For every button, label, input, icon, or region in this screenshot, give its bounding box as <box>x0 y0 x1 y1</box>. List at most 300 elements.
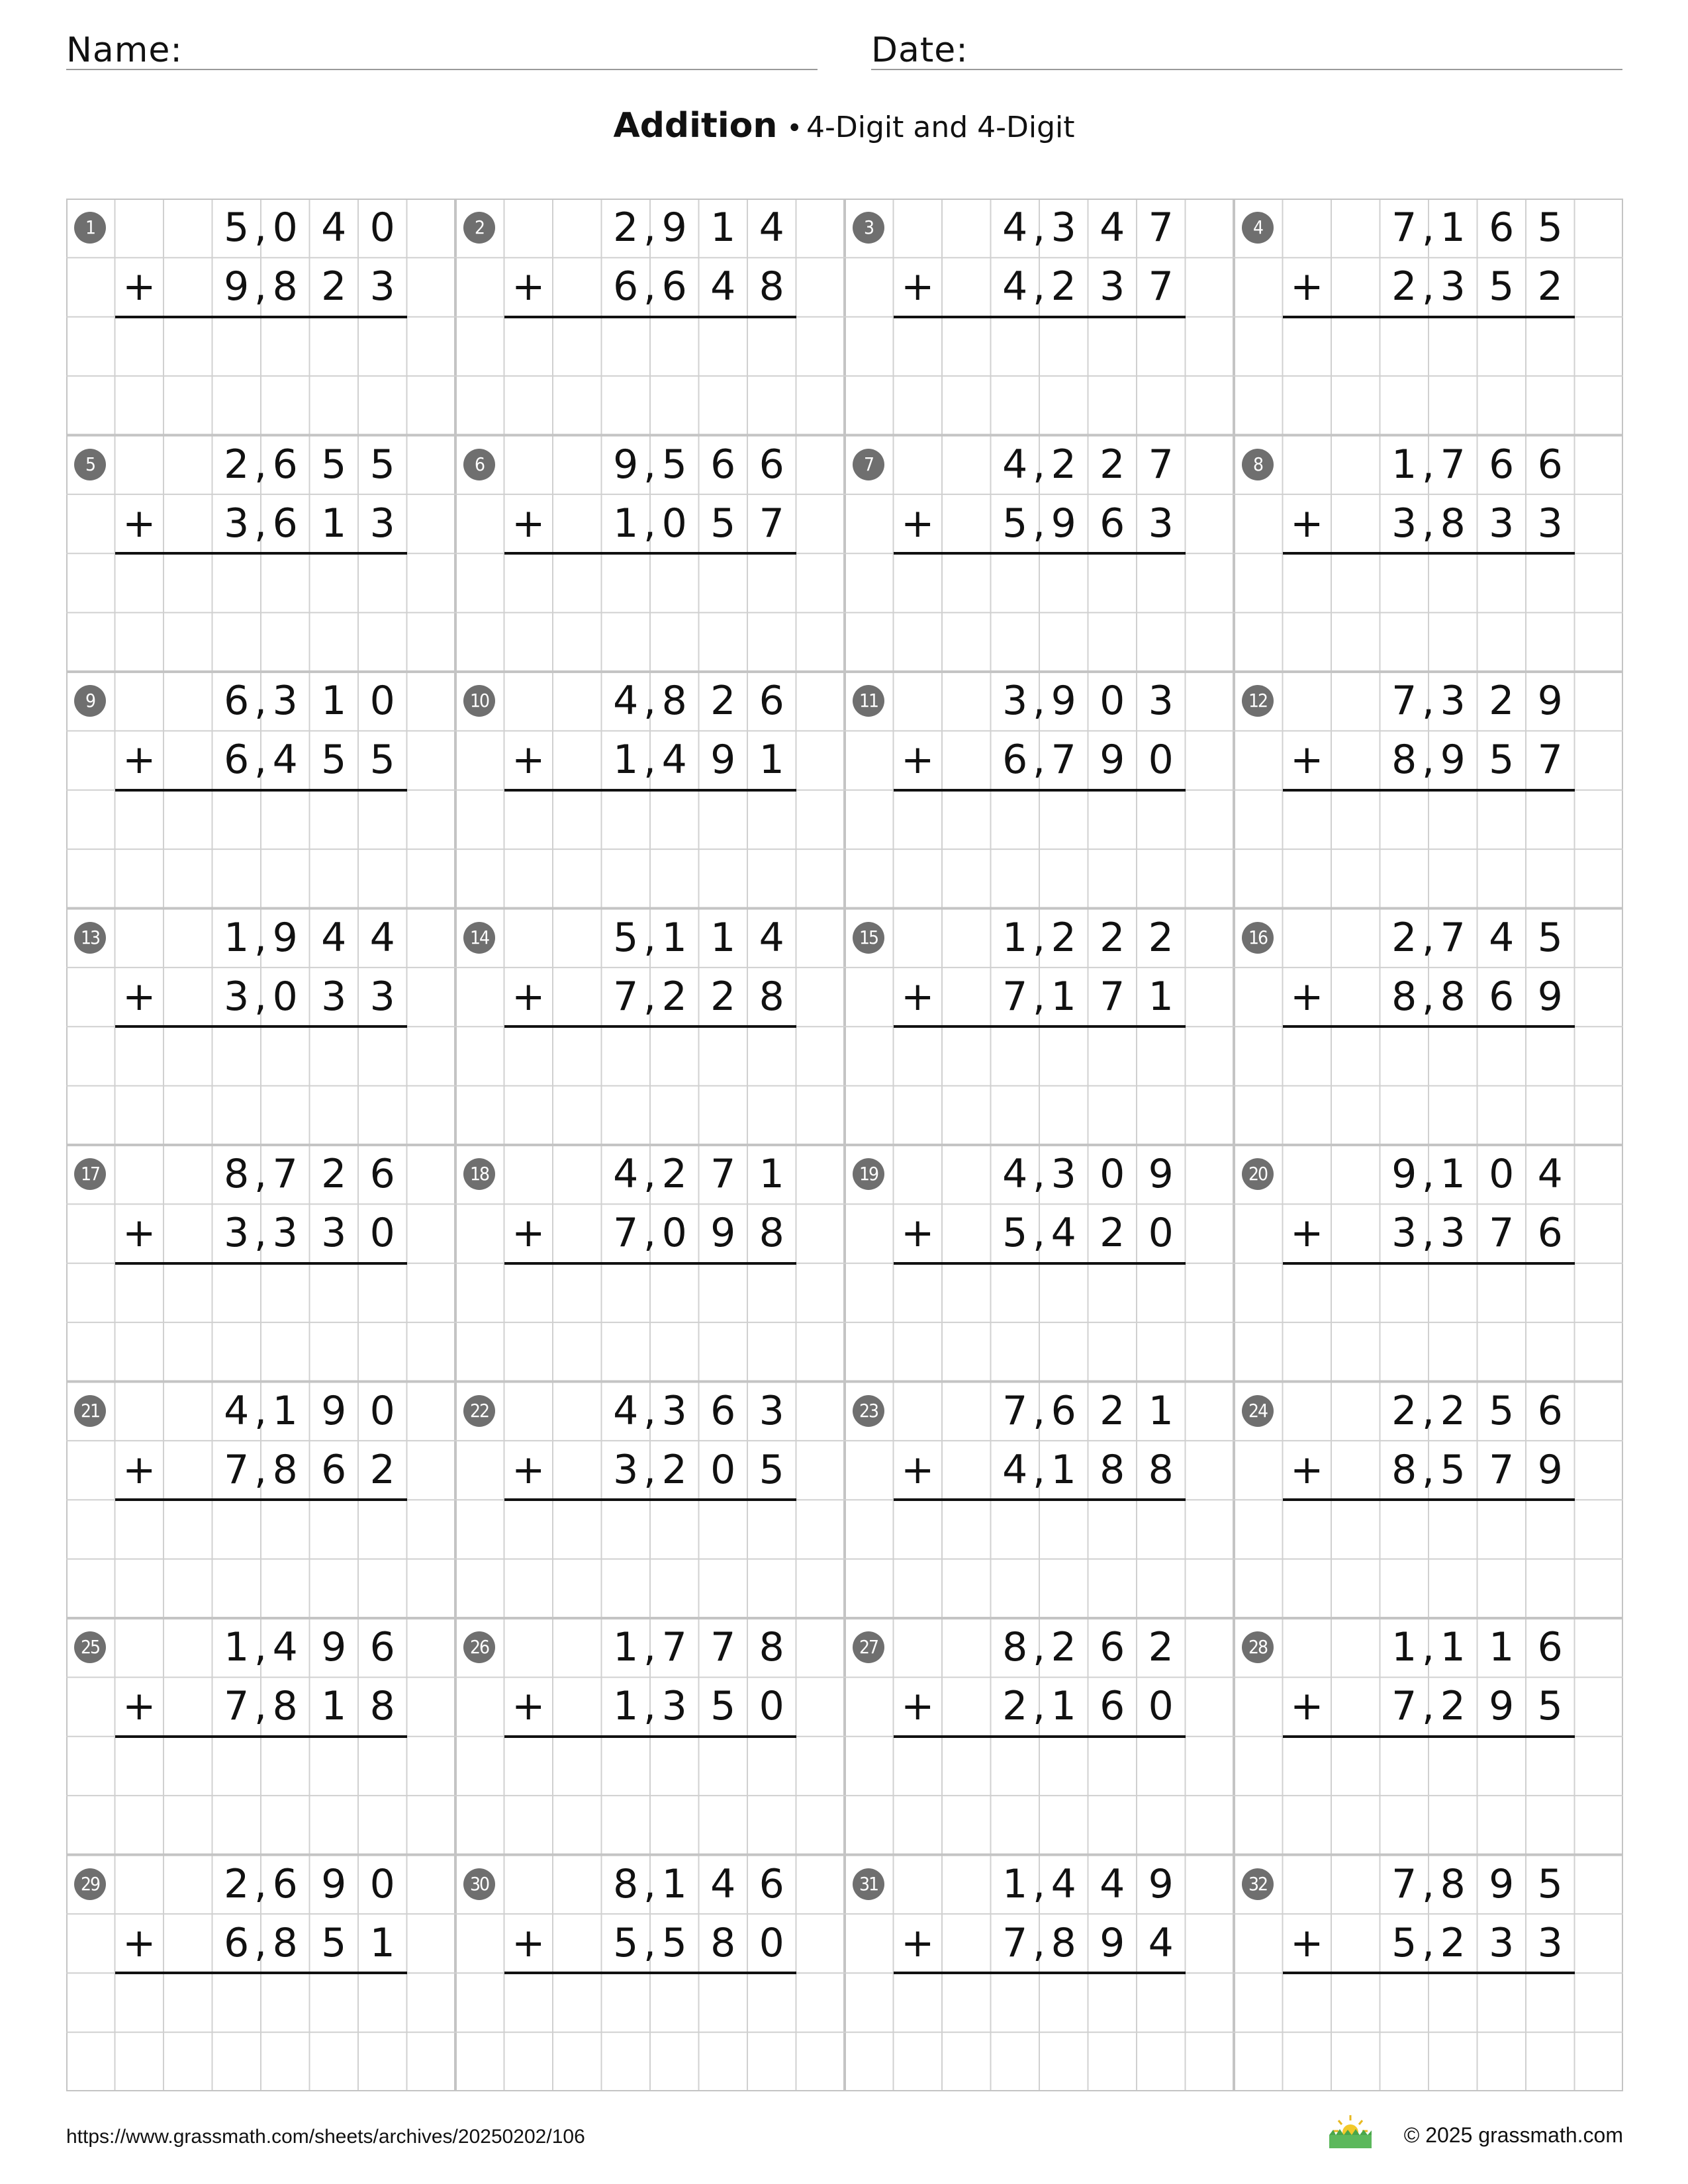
problem-number-badge: 14 <box>463 922 495 954</box>
plus-sign: + <box>1290 973 1324 1020</box>
digit-cell: 1 <box>369 1919 395 1966</box>
problem-number-badge: 13 <box>74 922 106 954</box>
digit-cell: 4 <box>759 205 784 251</box>
problem-number-badge: 19 <box>853 1158 884 1190</box>
plus-sign: + <box>122 1919 156 1966</box>
answer-line <box>504 552 796 555</box>
digit-cell: 1 <box>1002 914 1028 961</box>
thousands-comma: , <box>1422 1919 1435 1966</box>
digit-cell: 5 <box>321 441 347 488</box>
digit-cell: 3 <box>224 500 250 547</box>
digit-cell: 6 <box>710 441 736 488</box>
digit-cell: 2 <box>1002 1683 1028 1730</box>
digit-cell: 3 <box>1391 1210 1417 1257</box>
date-label: Date: <box>871 30 968 70</box>
digit-cell: 4 <box>613 1387 639 1434</box>
digit-cell: 2 <box>1051 1624 1076 1670</box>
digit-cell: 4 <box>1489 914 1515 961</box>
plus-sign: + <box>122 737 156 784</box>
digit-cell: 3 <box>1440 1210 1466 1257</box>
digit-cell: 3 <box>1100 263 1125 310</box>
digit-cell: 4 <box>661 737 687 784</box>
thousands-comma: , <box>254 737 267 784</box>
digit-cell: 7 <box>224 1683 250 1730</box>
digit-cell: 5 <box>613 914 639 961</box>
thousands-comma: , <box>1422 441 1435 488</box>
digit-cell: 7 <box>1002 1387 1028 1434</box>
digit-cell: 6 <box>661 263 687 310</box>
plus-sign: + <box>901 1210 935 1257</box>
thousands-comma: , <box>1033 1919 1046 1966</box>
digit-cell: 5 <box>710 1683 736 1730</box>
problem-number-badge: 2 <box>463 212 495 244</box>
digit-cell: 9 <box>1537 1446 1563 1493</box>
digit-cell: 8 <box>1148 1446 1174 1493</box>
digit-cell: 5 <box>661 441 687 488</box>
thousands-comma: , <box>643 205 657 251</box>
digit-cell: 3 <box>661 1387 687 1434</box>
digit-cell: 4 <box>613 1151 639 1197</box>
digit-cell: 6 <box>613 263 639 310</box>
digit-cell: 9 <box>613 441 639 488</box>
thousands-comma: , <box>1422 737 1435 784</box>
answer-line <box>115 1498 407 1501</box>
answer-line <box>115 1025 407 1028</box>
digit-cell: 8 <box>1100 1446 1125 1493</box>
digit-cell: 1 <box>661 1860 687 1907</box>
digit-cell: 3 <box>661 1683 687 1730</box>
plus-sign: + <box>512 1919 545 1966</box>
digit-cell: 3 <box>1440 678 1466 724</box>
digit-cell: 1 <box>710 205 736 251</box>
digit-cell: 0 <box>1100 678 1125 724</box>
answer-line <box>894 789 1186 792</box>
digit-cell: 0 <box>710 1446 736 1493</box>
digit-cell: 7 <box>1489 1446 1515 1493</box>
digit-cell: 5 <box>759 1446 784 1493</box>
plus-sign: + <box>122 263 156 310</box>
problem-number-badge: 17 <box>74 1158 106 1190</box>
digit-cell: 8 <box>272 1446 298 1493</box>
digit-cell: 9 <box>1100 737 1125 784</box>
digit-cell: 3 <box>224 1210 250 1257</box>
digit-cell: 6 <box>321 1446 347 1493</box>
digit-cell: 8 <box>1051 1919 1076 1966</box>
digit-cell: 2 <box>1489 678 1515 724</box>
digit-cell: 2 <box>1391 1387 1417 1434</box>
thousands-comma: , <box>1033 678 1046 724</box>
answer-line <box>1283 316 1575 318</box>
answer-line <box>504 1972 796 1974</box>
problem-number-badge: 11 <box>853 685 884 717</box>
digit-cell: 1 <box>710 914 736 961</box>
answer-line <box>504 1262 796 1265</box>
thousands-comma: , <box>1033 1446 1046 1493</box>
answer-line <box>115 1262 407 1265</box>
digit-cell: 4 <box>321 914 347 961</box>
digit-cell: 6 <box>1051 1387 1076 1434</box>
digit-cell: 9 <box>224 263 250 310</box>
answer-line <box>115 316 407 318</box>
digit-cell: 8 <box>272 1683 298 1730</box>
thousands-comma: , <box>643 678 657 724</box>
thousands-comma: , <box>1422 1683 1435 1730</box>
digit-cell: 7 <box>272 1151 298 1197</box>
digit-cell: 8 <box>759 973 784 1020</box>
thousands-comma: , <box>1033 1860 1046 1907</box>
problem-number-badge: 18 <box>463 1158 495 1190</box>
digit-cell: 8 <box>224 1151 250 1197</box>
digit-cell: 5 <box>1489 737 1515 784</box>
digit-cell: 2 <box>710 973 736 1020</box>
thousands-comma: , <box>1033 205 1046 251</box>
digit-cell: 3 <box>369 973 395 1020</box>
answer-line <box>504 1735 796 1738</box>
plus-sign: + <box>512 973 545 1020</box>
digit-cell: 5 <box>613 1919 639 1966</box>
thousands-comma: , <box>643 263 657 310</box>
digit-cell: 4 <box>224 1387 250 1434</box>
digit-cell: 4 <box>272 1624 298 1670</box>
thousands-comma: , <box>254 1683 267 1730</box>
digit-cell: 1 <box>1051 1683 1076 1730</box>
digit-cell: 3 <box>1148 500 1174 547</box>
digit-cell: 5 <box>1489 263 1515 310</box>
digit-cell: 0 <box>1148 1210 1174 1257</box>
plus-sign: + <box>1290 1683 1324 1730</box>
digit-cell: 0 <box>369 1210 395 1257</box>
thousands-comma: , <box>254 1919 267 1966</box>
digit-cell: 6 <box>272 441 298 488</box>
digit-cell: 2 <box>1051 441 1076 488</box>
digit-cell: 6 <box>369 1151 395 1197</box>
digit-cell: 9 <box>661 205 687 251</box>
digit-cell: 3 <box>613 1446 639 1493</box>
digit-cell: 3 <box>1148 678 1174 724</box>
thousands-comma: , <box>1033 973 1046 1020</box>
digit-cell: 5 <box>1002 1210 1028 1257</box>
digit-cell: 1 <box>759 1151 784 1197</box>
digit-cell: 7 <box>1489 1210 1515 1257</box>
problem-number-badge: 27 <box>853 1631 884 1663</box>
digit-cell: 2 <box>321 263 347 310</box>
digit-cell: 3 <box>272 1210 298 1257</box>
thousands-comma: , <box>643 1446 657 1493</box>
digit-cell: 5 <box>661 1919 687 1966</box>
digit-cell: 6 <box>369 1624 395 1670</box>
digit-cell: 9 <box>1100 1919 1125 1966</box>
digit-cell: 8 <box>1391 1446 1417 1493</box>
title-subtitle: 4-Digit and 4-Digit <box>806 111 1075 144</box>
thousands-comma: , <box>1033 1151 1046 1197</box>
thousands-comma: , <box>1422 205 1435 251</box>
name-label: Name: <box>66 30 183 70</box>
answer-line <box>1283 1735 1575 1738</box>
thousands-comma: , <box>254 973 267 1020</box>
digit-cell: 6 <box>759 1860 784 1907</box>
digit-cell: 0 <box>369 1387 395 1434</box>
thousands-comma: , <box>254 441 267 488</box>
digit-cell: 1 <box>1489 1624 1515 1670</box>
plus-sign: + <box>512 1210 545 1257</box>
digit-cell: 2 <box>1440 1919 1466 1966</box>
answer-line <box>115 552 407 555</box>
digit-cell: 6 <box>710 1387 736 1434</box>
footer-url: https://www.grassmath.com/sheets/archives/20250202/106 <box>66 2126 585 2148</box>
digit-cell: 1 <box>1051 973 1076 1020</box>
digit-cell: 4 <box>1002 1151 1028 1197</box>
digit-cell: 6 <box>759 678 784 724</box>
thousands-comma: , <box>1033 914 1046 961</box>
digit-cell: 1 <box>1148 1387 1174 1434</box>
digit-cell: 7 <box>1051 737 1076 784</box>
digit-cell: 0 <box>661 1210 687 1257</box>
thousands-comma: , <box>254 1446 267 1493</box>
digit-cell: 9 <box>1537 973 1563 1020</box>
answer-line <box>1283 1262 1575 1265</box>
digit-cell: 2 <box>321 1151 347 1197</box>
digit-cell: 6 <box>1100 1624 1125 1670</box>
digit-cell: 4 <box>1100 1860 1125 1907</box>
plus-sign: + <box>122 973 156 1020</box>
digit-cell: 4 <box>1002 1446 1028 1493</box>
digit-cell: 0 <box>369 1860 395 1907</box>
digit-cell: 9 <box>1391 1151 1417 1197</box>
digit-cell: 2 <box>661 1446 687 1493</box>
answer-line <box>115 789 407 792</box>
digit-cell: 9 <box>710 737 736 784</box>
problem-number-badge: 30 <box>463 1868 495 1900</box>
digit-cell: 3 <box>1440 263 1466 310</box>
digit-cell: 1 <box>1002 1860 1028 1907</box>
digit-cell: 0 <box>369 205 395 251</box>
problem-number-badge: 20 <box>1242 1158 1274 1190</box>
digit-cell: 3 <box>224 973 250 1020</box>
digit-cell: 4 <box>1537 1151 1563 1197</box>
thousands-comma: , <box>1422 1151 1435 1197</box>
problem-number-badge: 24 <box>1242 1395 1274 1427</box>
digit-cell: 6 <box>1002 737 1028 784</box>
answer-line <box>504 1498 796 1501</box>
plus-sign: + <box>512 1446 545 1493</box>
thousands-comma: , <box>1033 1624 1046 1670</box>
digit-cell: 7 <box>1391 678 1417 724</box>
digit-cell: 1 <box>321 500 347 547</box>
digit-cell: 1 <box>1148 973 1174 1020</box>
plus-sign: + <box>512 263 545 310</box>
thousands-comma: , <box>254 1860 267 1907</box>
digit-cell: 2 <box>1100 441 1125 488</box>
digit-cell: 3 <box>1051 205 1076 251</box>
answer-line <box>894 1025 1186 1028</box>
digit-cell: 6 <box>272 1860 298 1907</box>
thousands-comma: , <box>643 1683 657 1730</box>
digit-cell: 2 <box>1537 263 1563 310</box>
thousands-comma: , <box>254 678 267 724</box>
thousands-comma: , <box>1422 500 1435 547</box>
digit-cell: 3 <box>369 500 395 547</box>
thousands-comma: , <box>1033 1210 1046 1257</box>
digit-cell: 8 <box>1440 500 1466 547</box>
digit-cell: 4 <box>710 1860 736 1907</box>
digit-cell: 2 <box>1148 914 1174 961</box>
digit-cell: 7 <box>1440 914 1466 961</box>
digit-cell: 2 <box>369 1446 395 1493</box>
digit-cell: 7 <box>1537 737 1563 784</box>
digit-cell: 3 <box>321 973 347 1020</box>
digit-cell: 2 <box>661 973 687 1020</box>
digit-cell: 5 <box>1391 1919 1417 1966</box>
thousands-comma: , <box>643 1919 657 1966</box>
digit-cell: 5 <box>1440 1446 1466 1493</box>
answer-line <box>894 552 1186 555</box>
digit-cell: 4 <box>272 737 298 784</box>
problem-number-badge: 6 <box>463 449 495 480</box>
digit-cell: 3 <box>1002 678 1028 724</box>
digit-cell: 3 <box>1537 500 1563 547</box>
thousands-comma: , <box>1422 1210 1435 1257</box>
digit-cell: 1 <box>613 500 639 547</box>
digit-cell: 7 <box>224 1446 250 1493</box>
thousands-comma: , <box>643 973 657 1020</box>
digit-cell: 7 <box>1002 973 1028 1020</box>
digit-cell: 2 <box>224 1860 250 1907</box>
digit-cell: 8 <box>759 1624 784 1670</box>
plus-sign: + <box>122 1683 156 1730</box>
digit-cell: 6 <box>224 737 250 784</box>
digit-cell: 0 <box>1148 737 1174 784</box>
answer-line <box>115 1972 407 1974</box>
digit-cell: 1 <box>321 1683 347 1730</box>
title-main: Addition <box>613 106 778 146</box>
thousands-comma: , <box>254 1210 267 1257</box>
digit-cell: 3 <box>1537 1919 1563 1966</box>
digit-cell: 5 <box>1537 914 1563 961</box>
problem-number-badge: 32 <box>1242 1868 1274 1900</box>
thousands-comma: , <box>254 914 267 961</box>
digit-cell: 1 <box>272 1387 298 1434</box>
title-separator: • <box>786 113 802 144</box>
problem-number-badge: 16 <box>1242 922 1274 954</box>
digit-cell: 2 <box>710 678 736 724</box>
digit-cell: 7 <box>1148 441 1174 488</box>
thousands-comma: , <box>643 500 657 547</box>
plus-sign: + <box>1290 263 1324 310</box>
digit-cell: 5 <box>321 1919 347 1966</box>
plus-sign: + <box>901 1683 935 1730</box>
digit-cell: 0 <box>369 678 395 724</box>
answer-line <box>1283 552 1575 555</box>
thousands-comma: , <box>1033 263 1046 310</box>
digit-cell: 0 <box>1100 1151 1125 1197</box>
plus-sign: + <box>512 500 545 547</box>
digit-cell: 1 <box>321 678 347 724</box>
answer-line <box>894 1498 1186 1501</box>
worksheet-title <box>0 106 1688 146</box>
digit-cell: 0 <box>661 500 687 547</box>
digit-cell: 8 <box>272 263 298 310</box>
digit-cell: 2 <box>1440 1683 1466 1730</box>
digit-cell: 6 <box>272 500 298 547</box>
digit-cell: 1 <box>224 914 250 961</box>
digit-cell: 7 <box>613 973 639 1020</box>
thousands-comma: , <box>643 1860 657 1907</box>
plus-sign: + <box>122 1446 156 1493</box>
digit-cell: 7 <box>1100 973 1125 1020</box>
date-field[interactable] <box>871 25 1622 70</box>
digit-cell: 9 <box>321 1624 347 1670</box>
digit-cell: 3 <box>1489 1919 1515 1966</box>
digit-cell: 8 <box>661 678 687 724</box>
digit-cell: 3 <box>1489 500 1515 547</box>
digit-cell: 8 <box>1391 737 1417 784</box>
digit-cell: 3 <box>272 678 298 724</box>
name-field[interactable] <box>66 25 818 70</box>
problem-number-badge: 5 <box>74 449 106 480</box>
digit-cell: 6 <box>1489 441 1515 488</box>
thousands-comma: , <box>254 263 267 310</box>
thousands-comma: , <box>1422 914 1435 961</box>
digit-cell: 2 <box>1391 914 1417 961</box>
plus-sign: + <box>901 263 935 310</box>
answer-line <box>894 1735 1186 1738</box>
thousands-comma: , <box>1033 1387 1046 1434</box>
problem-number-badge: 1 <box>74 212 106 244</box>
digit-cell: 2 <box>1391 263 1417 310</box>
digit-cell: 1 <box>1440 205 1466 251</box>
digit-cell: 2 <box>1051 263 1076 310</box>
digit-cell: 6 <box>1100 1683 1125 1730</box>
digit-cell: 0 <box>1148 1683 1174 1730</box>
plus-sign: + <box>122 500 156 547</box>
problem-number-badge: 29 <box>74 1868 106 1900</box>
thousands-comma: , <box>643 441 657 488</box>
answer-line <box>894 1262 1186 1265</box>
thousands-comma: , <box>643 914 657 961</box>
plus-sign: + <box>1290 1919 1324 1966</box>
digit-cell: 7 <box>710 1624 736 1670</box>
digit-cell: 1 <box>224 1624 250 1670</box>
digit-cell: 7 <box>613 1210 639 1257</box>
plus-sign: + <box>122 1210 156 1257</box>
digit-cell: 0 <box>759 1919 784 1966</box>
digit-cell: 8 <box>710 1919 736 1966</box>
digit-cell: 3 <box>1051 1151 1076 1197</box>
digit-cell: 8 <box>1440 1860 1466 1907</box>
digit-cell: 1 <box>661 914 687 961</box>
digit-cell: 0 <box>1489 1151 1515 1197</box>
digit-cell: 2 <box>1100 1387 1125 1434</box>
digit-cell: 8 <box>369 1683 395 1730</box>
digit-cell: 8 <box>1440 973 1466 1020</box>
digit-cell: 2 <box>613 205 639 251</box>
digit-cell: 6 <box>1489 205 1515 251</box>
answer-line <box>504 1025 796 1028</box>
digit-cell: 1 <box>1440 1151 1466 1197</box>
thousands-comma: , <box>1422 263 1435 310</box>
digit-cell: 7 <box>661 1624 687 1670</box>
digit-cell: 1 <box>613 1683 639 1730</box>
digit-cell: 4 <box>1002 441 1028 488</box>
digit-cell: 9 <box>1489 1860 1515 1907</box>
digit-cell: 1 <box>613 1624 639 1670</box>
answer-line <box>1283 1972 1575 1974</box>
digit-cell: 5 <box>710 500 736 547</box>
digit-cell: 3 <box>321 1210 347 1257</box>
digit-cell: 7 <box>759 500 784 547</box>
digit-cell: 5 <box>369 737 395 784</box>
digit-cell: 5 <box>224 205 250 251</box>
